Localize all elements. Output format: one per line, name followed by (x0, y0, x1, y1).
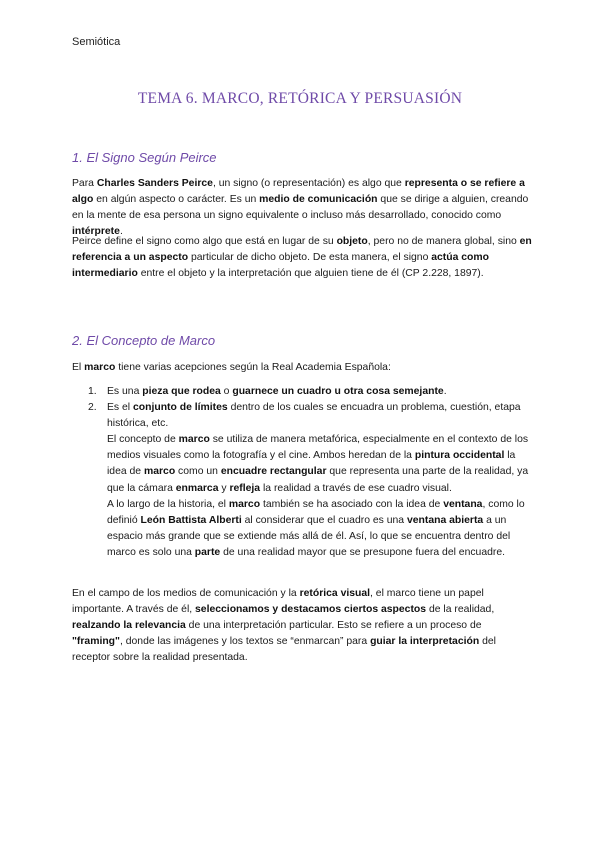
bold-term: conjunto de límites (133, 402, 228, 414)
text-run: Peirce define el signo como algo que está en lugar de su (72, 236, 337, 247)
text-run: al considerar que el cuadro es una (241, 514, 407, 526)
text-run: . (443, 386, 447, 397)
bold-term: intérprete (72, 226, 120, 238)
text-run: del receptor sobre la realidad presentada. (72, 636, 496, 664)
text-run: tiene varias acepciones según la Real Academia Española: (115, 362, 391, 373)
list-item-text (107, 400, 532, 432)
bold-term: medio de comunicación (259, 194, 378, 206)
list-item (72, 400, 532, 561)
text-run: o (220, 386, 233, 397)
bold-term: pintura occidental (414, 450, 505, 462)
section-heading-concepto-marco: 2. El Concepto de Marco (72, 333, 216, 348)
bold-term: representa o se refiere a algo (72, 178, 525, 206)
bold-term: retórica visual (299, 588, 371, 599)
text-run: A lo largo de la historia, el (107, 498, 229, 510)
text-run: que se dirige a alguien, creando en la mente de esa persona un signo equivalente o incluso más desarrollado, conocido como (72, 194, 529, 222)
bold-term: marco (228, 498, 261, 510)
list-number: 2. (88, 402, 97, 414)
acepciones-list (72, 384, 532, 561)
text-run: particular de dicho objeto. De esta manera, el signo (188, 252, 432, 264)
page-title: TEMA 6. MARCO, RETÓRICA Y PERSUASIÓN (137, 90, 463, 107)
text-run: se utiliza de manera metafórica, especialmente en el contexto de los medios visuales como la fotografía y el cine. Ambos heredan de la (107, 434, 529, 462)
text-run: Para (72, 178, 97, 189)
list-item-text (107, 432, 532, 496)
paragraph-peirce-definition (72, 176, 532, 240)
text-run: de la realidad, (426, 604, 495, 616)
text-run: la idea de (107, 450, 516, 478)
text-run: , donde las imágenes y los textos se “enmarcan” para (119, 636, 371, 648)
text-run: Es una (107, 386, 143, 397)
paragraph-retorica-visual (72, 586, 532, 666)
bold-term: parte (194, 546, 221, 558)
text-run: y (218, 482, 230, 494)
text-run: a un espacio más grande que se extiende más allá de él. Así, lo que se encuentra dentro del marco es solo una (107, 514, 511, 558)
text-run: El concepto de (107, 434, 179, 446)
text-run: de una interpretación particular. Esto se refiere a un proceso de (185, 620, 482, 632)
text-run: que representa una parte de la realidad, ya que la cámara (107, 466, 529, 494)
bold-term: realzando la relevancia (72, 620, 186, 632)
list-item-text (107, 384, 532, 400)
bold-term: encuadre rectangular (220, 466, 327, 478)
list-number: 1. (88, 386, 97, 397)
paragraph-peirce-objeto (72, 234, 532, 282)
text-run: la realidad a través de ese cuadro visual. (260, 482, 452, 494)
list-item-text (107, 497, 532, 561)
section-heading-signo-peirce: 1. El Signo Según Peirce (72, 150, 217, 165)
bold-term: ventana (443, 498, 483, 510)
bold-term: marco (84, 362, 116, 373)
bold-term: marco (178, 434, 210, 446)
text-run: En el campo de los medios de comunicación y la (72, 588, 300, 599)
text-run: , pero no de manera global, sino (367, 236, 520, 247)
text-run: , el marco tiene un papel importante. A través de él, (72, 588, 484, 616)
bold-term: seleccionamos y destacamos ciertos aspectos (195, 604, 427, 616)
bold-term: León Battista Alberti (140, 514, 242, 526)
bold-term: refleja (229, 482, 261, 494)
bold-term: marco (143, 466, 176, 478)
text-run: . (119, 226, 123, 238)
list-item (72, 384, 532, 400)
text-run: dentro de los cuales se encuadra un problema, cuestión, etapa histórica, etc. (107, 402, 521, 430)
text-run: en algún aspecto o carácter. Es un (93, 194, 260, 206)
running-header: Semiótica (72, 36, 121, 48)
bold-term: "framing" (72, 636, 120, 648)
text-run: , como lo definió (107, 498, 525, 526)
text-run: de una realidad mayor que se presupone fuera del encuadre. (220, 546, 506, 558)
bold-term: enmarca (175, 482, 219, 494)
bold-term: Charles Sanders Peirce (96, 178, 213, 189)
text-run: Es el (107, 402, 133, 414)
bold-term: objeto (336, 236, 368, 247)
text-run: entre el objeto y la interpretación que alguien tiene de él (CP 2.228, 1897). (137, 268, 484, 280)
bold-term: pieza que rodea (142, 386, 221, 397)
bold-term: en referencia a un aspecto (72, 236, 532, 264)
text-run: también se ha asociado con la idea de (260, 498, 444, 510)
bold-term: ventana abierta (406, 514, 484, 526)
bold-term: guiar la interpretación (370, 636, 480, 648)
text-run: como un (175, 466, 221, 478)
text-run: El (72, 362, 85, 373)
paragraph-marco-intro (72, 360, 532, 376)
text-run: , un signo (o representación) es algo que (212, 178, 405, 189)
bold-term: guarnece un cuadro u otra cosa semejante (232, 386, 444, 397)
bold-term: actúa como intermediario (72, 252, 489, 280)
